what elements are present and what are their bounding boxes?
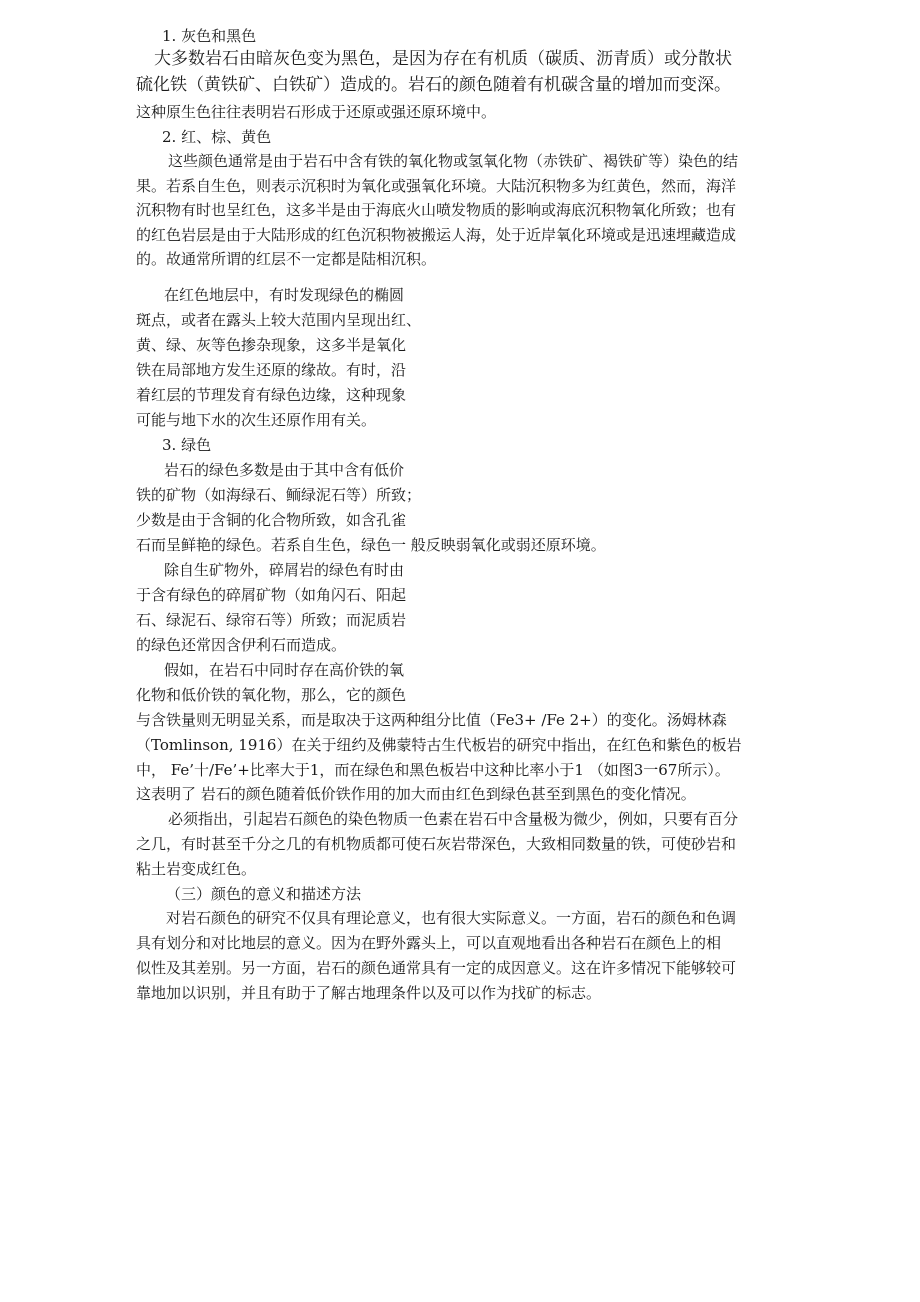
paragraph-line: 这表明了 岩石的颜色随着低价铁作用的加大而由红色到绿色甚至到黑色的变化情况。 bbox=[136, 785, 696, 803]
paragraph-line: 与含铁量则无明显关系，而是取决于这两种组分比值（Fe3+ /Fe 2+）的变化。汤姆林森 bbox=[136, 711, 727, 729]
paragraph-line: 除自生矿物外，碎屑岩的绿色有时由 bbox=[164, 561, 405, 579]
paragraph-line: 必须指出，引起岩石颜色的染色物质一色素在岩石中含量极为微少，例如，只要有百分 bbox=[168, 810, 739, 828]
paragraph-line: 沉积物有时也呈红色，这多半是由于海底火山喷发物质的影响或海底沉积物氧化所致；也有 bbox=[136, 201, 737, 219]
paragraph-line: 这些颜色通常是由于岩石中含有铁的氧化物或氢氧化物（赤铁矿、褐铁矿等）染色的结 bbox=[168, 152, 739, 170]
paragraph-line: 果。若系自生色，则表示沉积时为氧化或强氧化环境。大陆沉积物多为红黄色，然而，海洋 bbox=[136, 177, 737, 195]
section-heading: （三）颜色的意义和描述方法 bbox=[166, 885, 362, 903]
paragraph-line: 的红色岩层是由于大陆形成的红色沉积物被搬运人海，处于近岸氧化环境或是迅速埋藏造成 bbox=[136, 226, 737, 244]
paragraph-line: 硫化铁（黄铁矿、白铁矿）造成的。岩石的颜色随着有机碳含量的增加而变深。 bbox=[136, 75, 731, 95]
paragraph-line: 假如，在岩石中同时存在高价铁的氧 bbox=[164, 661, 405, 679]
paragraph-line: 黄、绿、灰等色掺杂现象，这多半是氧化 bbox=[136, 336, 407, 354]
paragraph-line: 铁的矿物（如海绿石、鲕绿泥石等）所致； bbox=[136, 486, 422, 504]
paragraph-line: 的绿色还常因含伊利石而造成。 bbox=[136, 636, 347, 654]
paragraph-line: 粘土岩变成红色。 bbox=[136, 860, 257, 878]
paragraph-line: 这种原生色往往表明岩石形成于还原或强还原环境中。 bbox=[136, 103, 497, 121]
paragraph-line: 可能与地下水的次生还原作用有关。 bbox=[136, 411, 377, 429]
paragraph-line: 于含有绿色的碎屑矿物（如角闪石、阳起 bbox=[136, 586, 407, 604]
paragraph-line: 具有划分和对比地层的意义。因为在野外露头上，可以直观地看出各种岩石在颜色上的相 bbox=[136, 934, 722, 952]
paragraph-line: 少数是由于含铜的化合物所致，如含孔雀 bbox=[136, 511, 407, 529]
paragraph-line: 石而呈鲜艳的绿色。若系自生色，绿色一 般反映弱氧化或弱还原环境。 bbox=[136, 536, 606, 554]
paragraph-line: 大多数岩石由暗灰色变为黑色，是因为存在有机质（碳质、沥青质）或分散状 bbox=[154, 49, 732, 69]
paragraph-line: 的。故通常所谓的红层不一定都是陆相沉积。 bbox=[136, 250, 437, 268]
paragraph-line: 在红色地层中，有时发现绿色的椭圆 bbox=[164, 286, 405, 304]
section-heading: 2. 红、棕、黄色 bbox=[162, 128, 272, 146]
section-heading: 3. 绿色 bbox=[162, 436, 212, 454]
section-heading: 1. 灰色和黑色 bbox=[162, 27, 257, 45]
paragraph-line: 之几，有时甚至千分之几的有机物质都可使石灰岩带深色，大致相同数量的铁，可使砂岩和 bbox=[136, 835, 737, 853]
paragraph-line: 岩石的绿色多数是由于其中含有低价 bbox=[164, 461, 405, 479]
paragraph-line: 石、绿泥石、绿帘石等）所致；而泥质岩 bbox=[136, 611, 407, 629]
paragraph-line: 铁在局部地方发生还原的缘故。有时，沿 bbox=[136, 361, 407, 379]
paragraph-line: 似性及其差别。另一方面，岩石的颜色通常具有一定的成因意义。这在许多情况下能够较可 bbox=[136, 959, 737, 977]
paragraph-line: 化物和低价铁的氧化物，那么，它的颜色 bbox=[136, 686, 407, 704]
paragraph-line: 着红层的节理发育有绿色边缘，这种现象 bbox=[136, 386, 407, 404]
paragraph-line: 中， Fe’十/Fe’+比率大于1，而在绿色和黑色板岩中这种比率小于1 （如图3一67所示）。 bbox=[136, 761, 730, 779]
paragraph-line: 对岩石颜色的研究不仅具有理论意义，也有很大实际意义。一方面，岩石的颜色和色调 bbox=[166, 909, 737, 927]
paragraph-line: 斑点，或者在露头上较大范围内呈现出红、 bbox=[136, 311, 422, 329]
paragraph-line: 靠地加以识别，并且有助于了解古地理条件以及可以作为找矿的标志。 bbox=[136, 984, 602, 1002]
paragraph-line: （Tomlinson, 1916）在关于纽约及佛蒙特古生代板岩的研究中指出，在红色和紫色的板岩 bbox=[136, 736, 742, 754]
